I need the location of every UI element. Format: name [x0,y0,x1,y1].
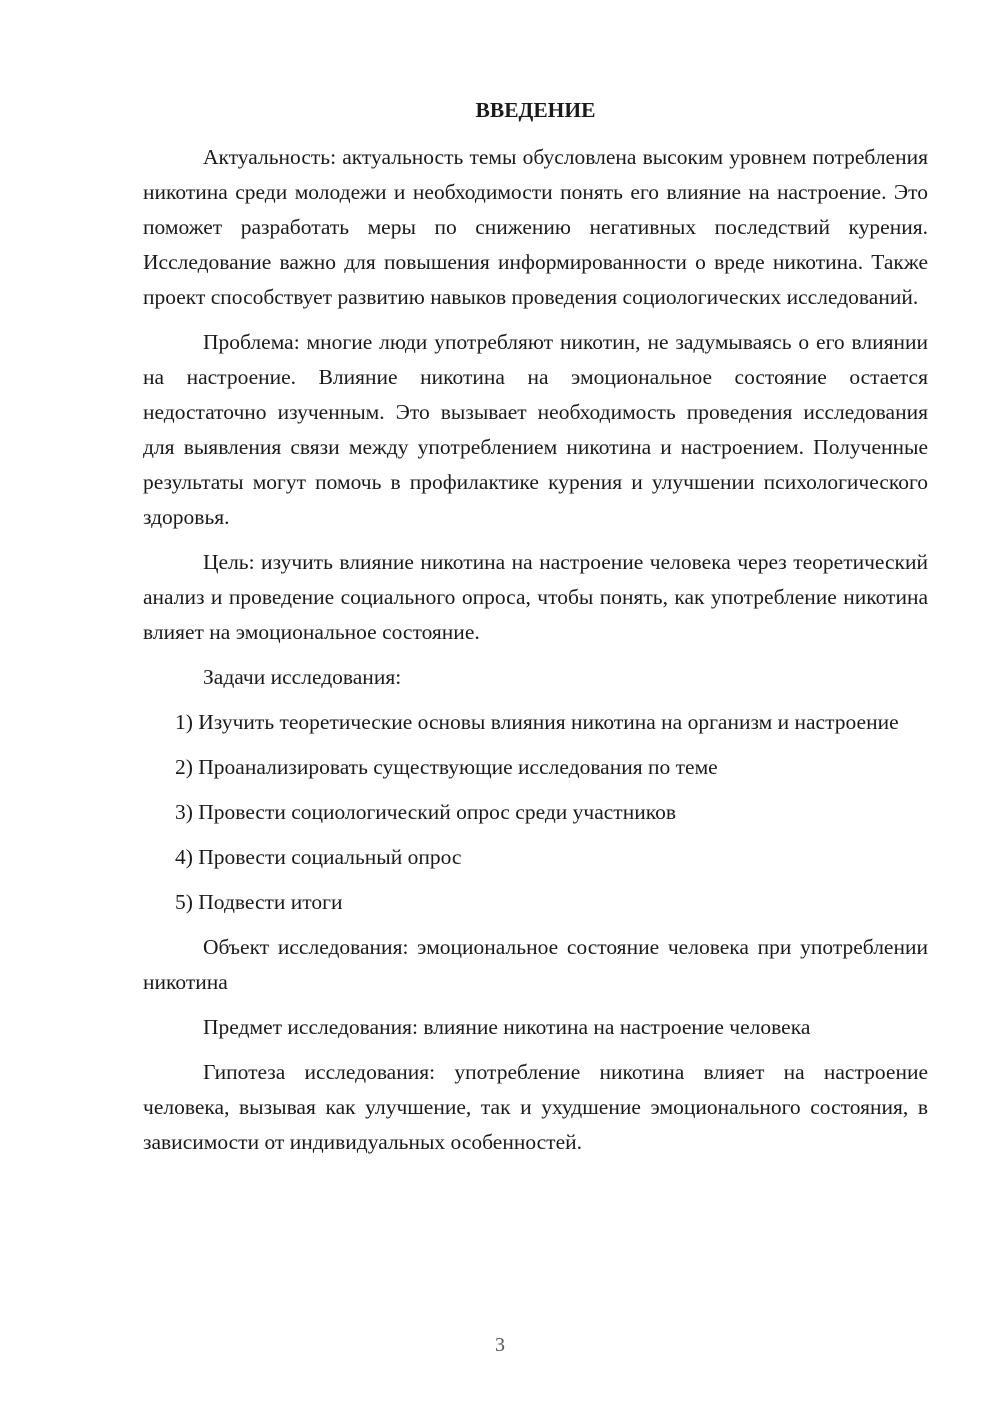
subject-paragraph: Предмет исследования: влияние никотина на настроение человека [203,1015,811,1039]
list-item: 3) Провести социологический опрос среди участников [175,800,676,824]
tasks-list [143,705,928,920]
list-item: 2) Проанализировать существующие исследования по теме [175,755,718,779]
goal-paragraph: Цель: изучить влияние никотина на настроение человека через теоретический анализ и проведение социального опроса, чтобы понять, как употребление никотина влияет на эмоциональное состояние. [143,550,928,644]
tasks-heading: Задачи исследования: [203,665,402,689]
page-content [143,93,928,1170]
object-paragraph: Объект исследования: эмоциональное состояние человека при употреблении никотина [143,935,928,994]
hypothesis-paragraph: Гипотеза исследования: употребление никотина влияет на настроение человека, вызывая как улучшение, так и ухудшение эмоционального состояния, в зависимости от индивидуальных особенностей. [143,1060,928,1154]
relevance-paragraph: Актуальность: актуальность темы обусловлена высоким уровнем потребления никотина среди молодежи и необходимости понять его влияние на настроение. Это поможет разработать меры по снижению негативных последствий курения. Исследование важно для повышения информированности о вреде никотина. Также проект способствует развитию навыков проведения социологических исследований. [143,145,928,309]
page-number: 3 [495,1334,505,1356]
section-title: ВВЕДЕНИЕ [475,98,596,122]
list-item: 4) Провести социальный опрос [175,845,462,869]
list-item: 5) Подвести итоги [175,890,343,914]
list-item: 1) Изучить теоретические основы влияния никотина на организм и настроение [175,710,899,734]
problem-paragraph: Проблема: многие люди употребляют никотин, не задумываясь о его влиянии на настроение. Влияние никотина на эмоциональное состояние остается недостаточно изученным. Это вызывает необходимость проведения исследования для выявления связи между употреблением никотина и настроением. Полученные результаты могут помочь в профилактике курения и улучшении психологического здоровья. [143,330,928,529]
